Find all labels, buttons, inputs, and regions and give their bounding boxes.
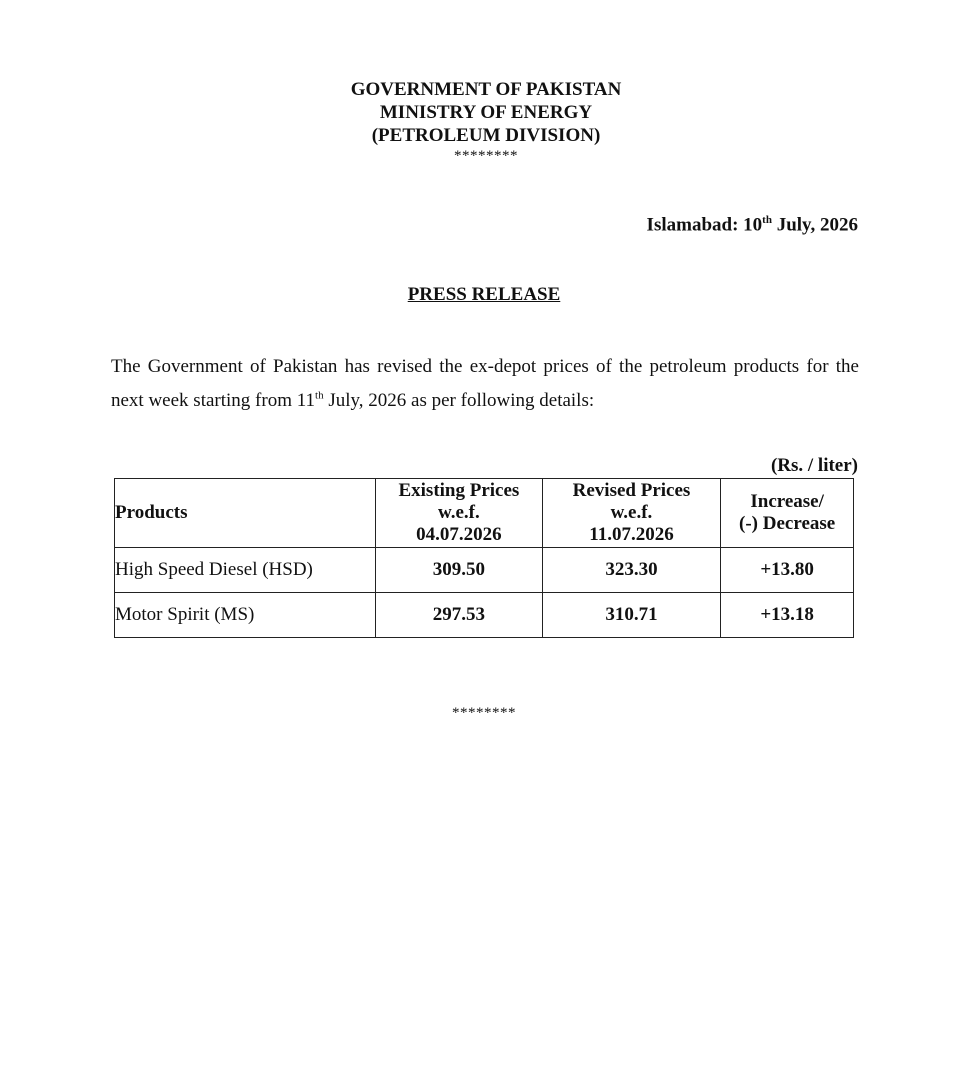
- letterhead-ministry: MINISTRY OF ENERGY: [379, 102, 593, 123]
- dateline-ordinal: th: [762, 214, 772, 226]
- existing-price: 309.50: [376, 548, 543, 593]
- product-name: Motor Spirit (MS): [115, 593, 376, 638]
- revised-price: 310.71: [542, 593, 721, 638]
- price-change: +13.80: [721, 548, 854, 593]
- header-existing-prices: [376, 479, 543, 548]
- header-products: Products: [115, 479, 376, 548]
- header-change: [721, 479, 854, 548]
- letterhead-division: (PETROLEUM DIVISION): [371, 125, 601, 146]
- header-existing-line: Existing Prices: [398, 480, 520, 501]
- intro-ordinal: th: [315, 389, 324, 402]
- header-change-line: (-) Decrease: [739, 513, 836, 534]
- footer-separator: ********: [452, 705, 516, 721]
- letterhead-separator: ********: [454, 148, 518, 164]
- press-release-title: PRESS RELEASE: [407, 284, 561, 305]
- header-existing-line: w.e.f.: [438, 502, 480, 523]
- dateline-suffix: July, 2026: [771, 214, 858, 236]
- price-change: +13.18: [721, 593, 854, 638]
- header-change-line: Increase/: [750, 491, 824, 512]
- header-revised-prices: [542, 479, 721, 548]
- dateline-prefix: Islamabad: 10: [646, 214, 763, 236]
- dateline: [647, 214, 858, 236]
- header-existing-line: 04.07.2026: [416, 524, 502, 545]
- letterhead-government: GOVERNMENT OF PAKISTAN: [350, 79, 622, 100]
- unit-label: (Rs. / liter): [770, 455, 858, 476]
- table-header-row: [115, 479, 854, 548]
- price-table: [114, 478, 854, 638]
- intro-text-before: The Government of Pakistan has revised the ex-depot prices of the petroleum products for the next week starting from 11: [111, 356, 859, 411]
- existing-price: 297.53: [376, 593, 543, 638]
- intro-paragraph: [111, 350, 859, 418]
- revised-price: 323.30: [542, 548, 721, 593]
- table-row: [115, 548, 854, 593]
- header-revised-line: Revised Prices: [572, 480, 691, 501]
- letterhead: [0, 78, 972, 165]
- header-revised-line: 11.07.2026: [589, 524, 674, 545]
- header-revised-line: w.e.f.: [610, 502, 653, 523]
- table-row: [115, 593, 854, 638]
- product-name: High Speed Diesel (HSD): [115, 548, 376, 593]
- intro-text-after: July, 2026 as per following details:: [323, 390, 595, 411]
